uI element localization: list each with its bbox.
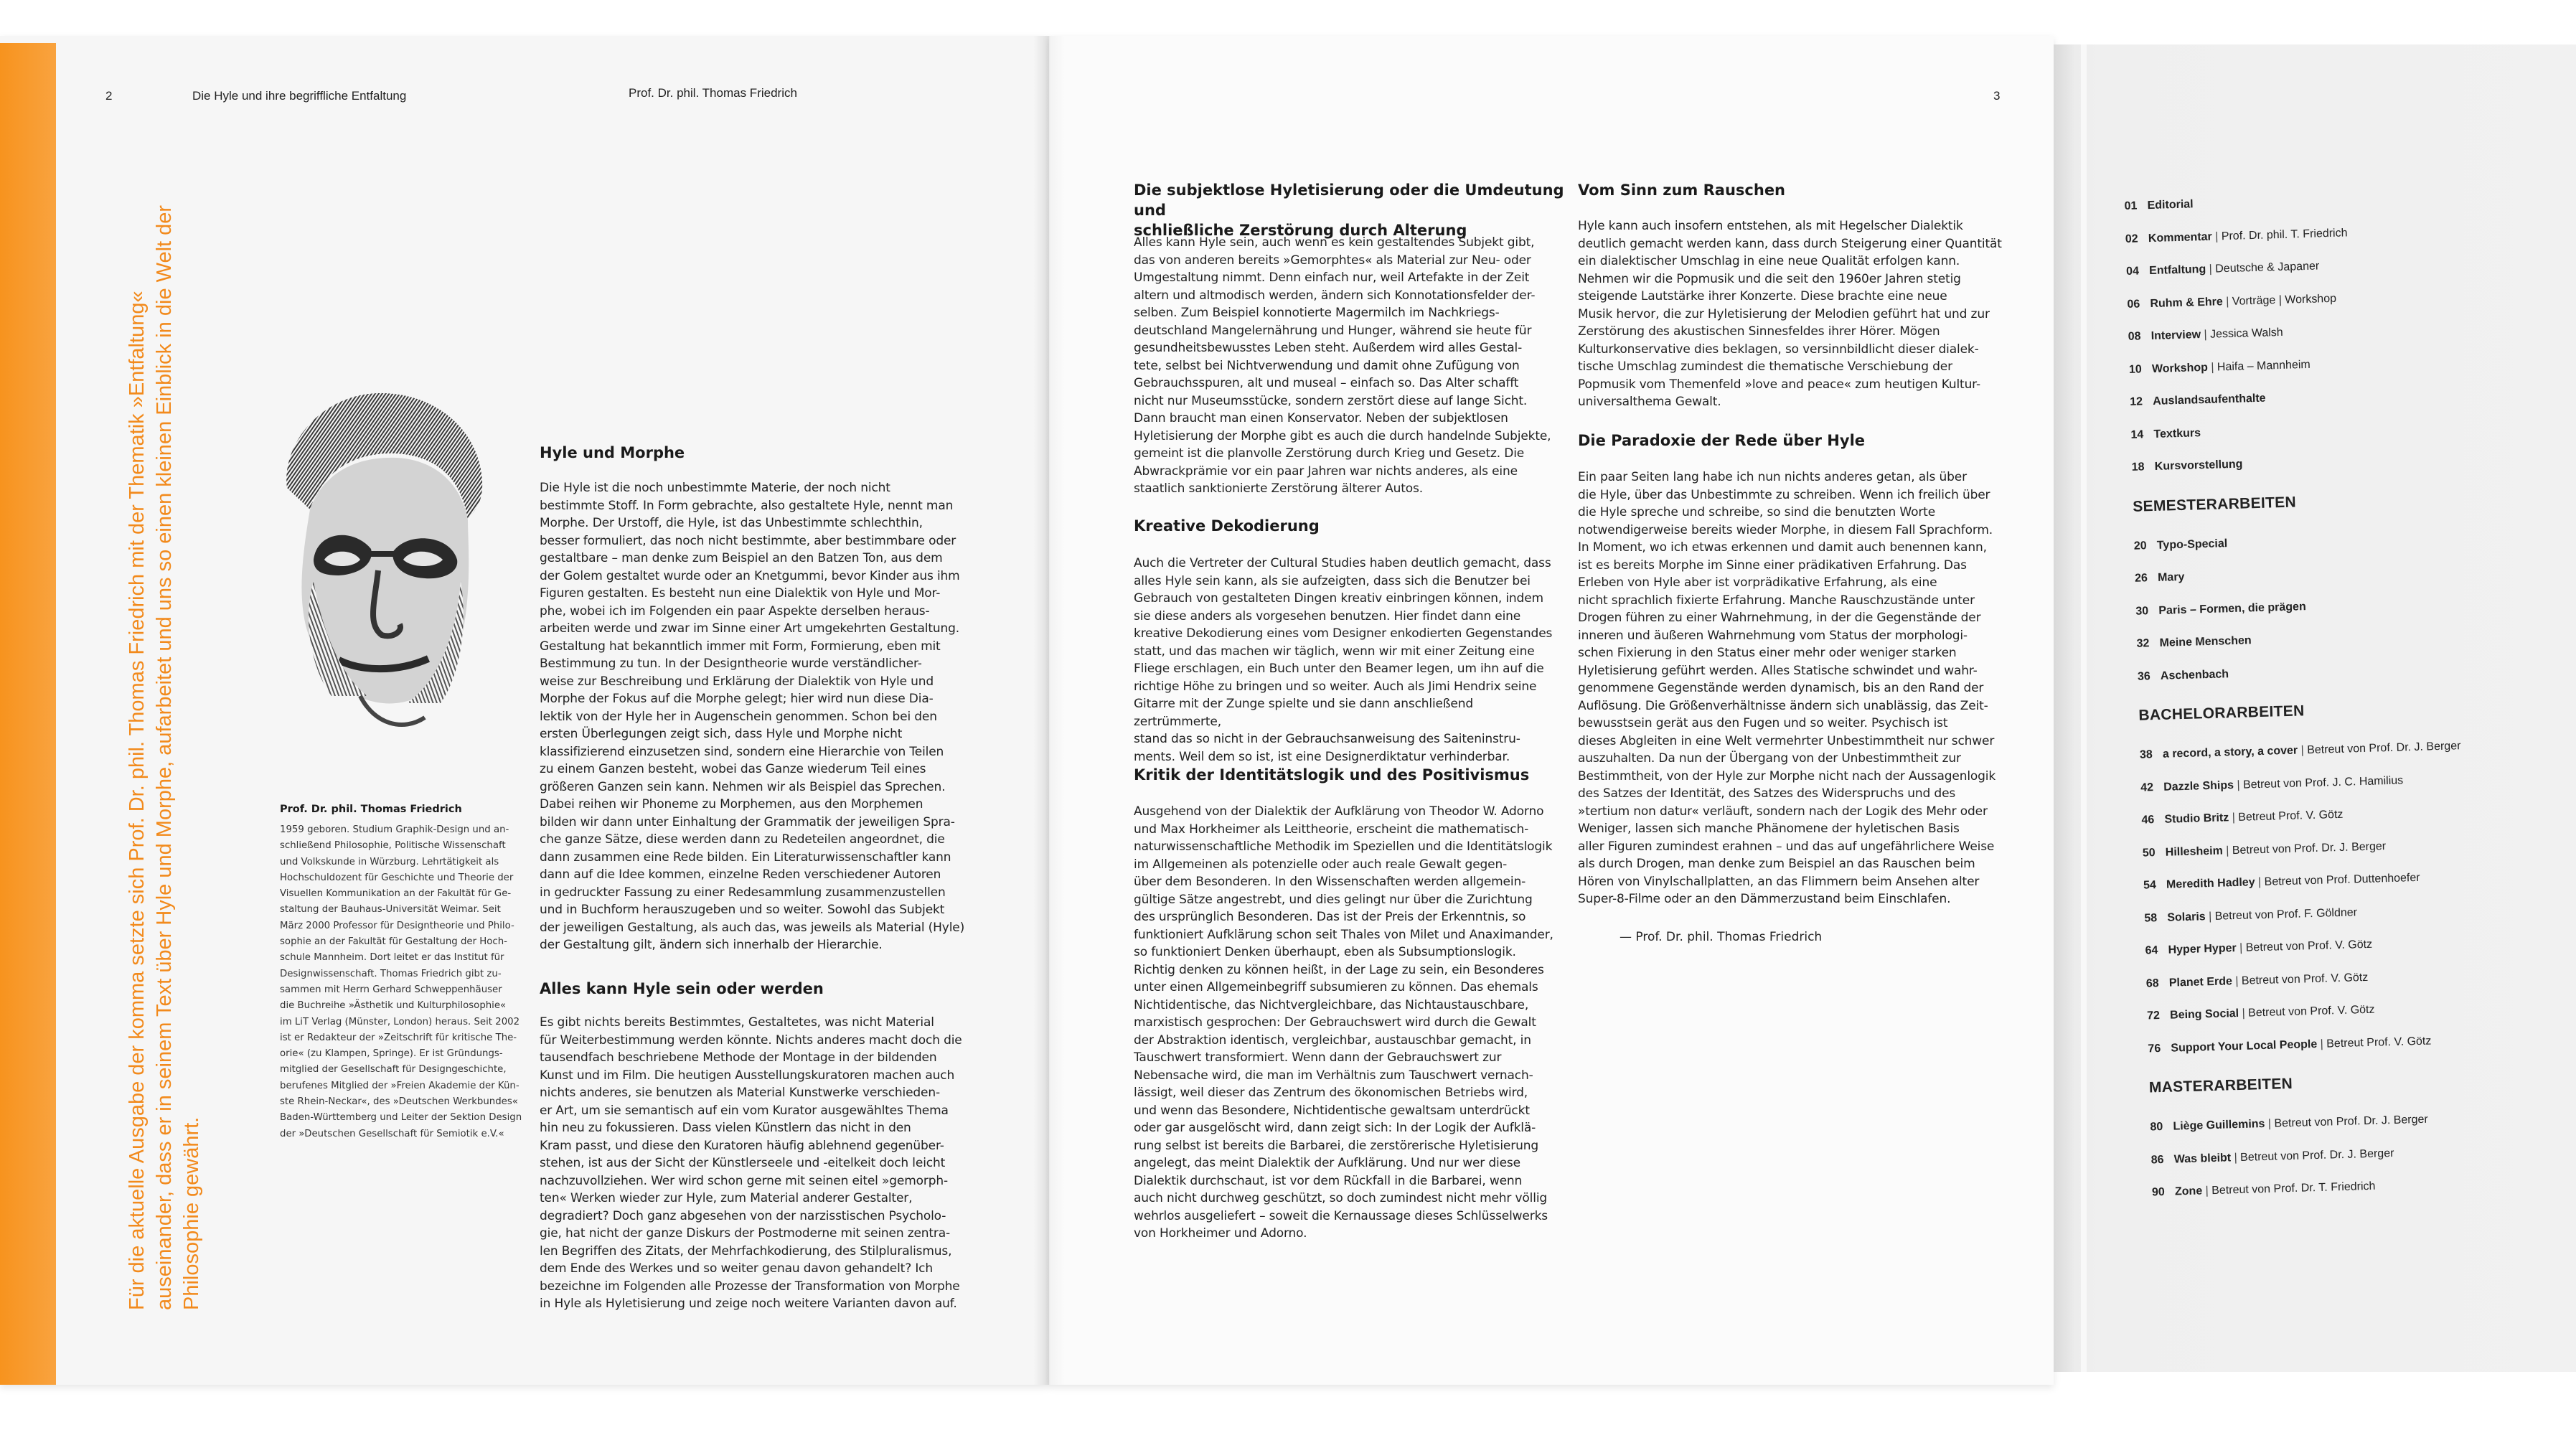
toc-entry-page-number: 72 — [2146, 1010, 2161, 1022]
toc-group-semester — [2133, 519, 2539, 693]
toc-entry-subtitle: Betreut Prof. V. Götz — [2326, 1035, 2432, 1050]
toc-entry-separator: | — [2238, 1007, 2249, 1020]
toc-entry-page-number: 02 — [2125, 232, 2138, 245]
toc-entry-title: Support Your Local People — [2171, 1038, 2318, 1055]
toc-section-master: MASTERARBEITEN — [2148, 1075, 2293, 1096]
toc-entry-title: Solaris — [2167, 910, 2206, 924]
section-heading-alles-hyle: Alles kann Hyle sein oder werden — [540, 980, 824, 997]
toc-entry-page-number: 36 — [2137, 669, 2150, 683]
toc-entry-page-number: 90 — [2151, 1185, 2166, 1199]
section-text-kreative: Auch die Vertreter der Cultural Studies haben deutlich gemacht, dass alles Hyle sein kann, als sie aufzeigten, dass sich die Benutzer bei Gebrauch von gestalteten Dingen kreativ einbringen können, indem sie diese anders als vorgesehen benutzen. Hier findet dann eine kreative Dekodierung eines vom Designer enkodierten Gegenstandes statt, und das machen wir täglich, wenn wir mit einer Zeitung eine Fliege erschlagen, ein Buch unter den Beamer legen, um ihn auf die richtige Höhe zu bringen und so weiter. Auch als Jimi Hendrix seine Gitarre mit der Zunge spielte und sie dann anschließend zertrümmerte, stand das so nicht in der Gebrauchsanweisung des Saiteninstru- ments. Weil dem so ist, ist eine Designerdiktatur verhinderbar. — [1134, 556, 1553, 764]
vertical-intro-text: Für die aktuelle Ausgabe der komma setzte sich Prof. Dr. phil. Thomas Friedrich mit der Thematik »Entfaltung« auseinander, dass er in seinem Text über Hyle und Morphe, aufarbeitet und uns so einen kleinen Einblick in die Welt der Philosophie gewährt. — [126, 204, 203, 1310]
toc-entry-page-number: 46 — [2141, 814, 2155, 827]
toc-entry-subtitle: Betreut von Prof. Dr. J. Berger — [2232, 839, 2387, 857]
toc-entry-title: Auslandsaufenthalte — [2153, 392, 2266, 408]
toc-entry-subtitle: Betreut von Prof. Dr. J. Berger — [2239, 1147, 2394, 1164]
toc-entry-page-number: 38 — [2139, 748, 2153, 761]
toc-entry-separator: | — [2297, 744, 2308, 757]
toc-entry-subtitle: Betreut von Prof. F. Göldner — [2214, 905, 2358, 923]
toc-entry-subtitle: Betreut von Prof. Duttenhoefer — [2264, 871, 2420, 888]
section-text-hyle-morphe: Die Hyle ist die noch unbestimmte Materie, der noch nicht bestimmte Stoff. In Form gebrachte, also gestaltete Hyle, nennt man Morphe. Der Urstoff, die Hyle, ist das Unbestimmte schlechthin, besser formuliert, das noch nicht bestimmte, aber bestimmbare oder gestaltbare – man denke zum Beispiel an den Batzen Ton, aus dem der Golem gestaltet wurde oder an Knetgummi, bevor Kinder aus ihm Figuren gestalten. Es besteht nun eine Dialektik von Hyle und Mor- phe, wobei ich im Folgenden ein paar Aspekte derselben heraus- arbeiten werde und zwar im Sinne einer Art umgekehrten Gestaltung. Gestaltung hat bekanntlich immer mit Form, Formierung, eben mit Bestimmung zu tun. In der Designtheorie wurde verständlicher- weise zur Beschreibung und Erklärung der Dialektik von Hyle und Morphe der Fokus auf die Morphe gelegt; hier wird nun diese Dia- lektik von der Hyle her in Augenschein genommen. Schon bei den ersten Überlegungen zeigt sich, dass Hyle und Morphe nicht klassifizierend einzusetzen sind, sondern eine Hierarchie von Teilen zu einem Ganzen besteht, wobei das Ganze wiederum Teil eines größeren Ganzen sein kann. Nehmen wir als Beispiel das Sprechen. Dabei reihen wir Phoneme zu Morphemen, aus den Morphemen bilden wir dann unter Einhaltung der Grammatik der jeweiligen Spra- che ganze Sätze, diese werden dann zu Redeteilen angeordnet, die dann zusammen eine Rede bilden. Ein Literaturwissenschaftler kann dann auf die Idee kommen, einzelne Reden verschiedener Autoren in gedruckter Fassung zu einer Redesammlung zusammenzustellen und in Buchform herauszugeben und so weiter. Sowohl das Subjekt der jeweiligen Gestaltung, als auch das, was jeweils als Material (Hyle) der Gestaltung gilt, ändern sich innerhalb der Hierarchie. — [540, 481, 965, 952]
toc-entry-separator: | — [2265, 1117, 2275, 1131]
toc-entry-separator: | — [2255, 875, 2265, 889]
running-author: Prof. Dr. phil. Thomas Friedrich — [629, 86, 797, 100]
toc-entry-page-number: 80 — [2150, 1120, 2163, 1134]
toc-entry-subtitle: Betreut von Prof. Dr. J. Berger — [2306, 740, 2461, 757]
toc-entry-page-number: 68 — [2145, 977, 2159, 990]
toc-entry-page-number: 42 — [2140, 781, 2154, 794]
toc-group-bachelor — [2139, 728, 2549, 1065]
toc-entry-subtitle: Betreut von Prof. Dr. J. Berger — [2274, 1113, 2428, 1130]
toc-entry-page-number: 06 — [2127, 297, 2140, 311]
toc-entry-page-number: 01 — [2124, 199, 2138, 212]
section-heading-kreative: Kreative Dekodierung — [1134, 517, 1320, 535]
toc-entry-title: Kursvorstellung — [2154, 458, 2243, 473]
toc-entry-page-number: 26 — [2134, 572, 2148, 585]
toc-entry-page-number: 08 — [2128, 330, 2141, 343]
toc-entry-page-number: 14 — [2130, 428, 2144, 441]
toc-entry-separator: | — [2222, 844, 2233, 857]
toc-entry-title: Kommentar — [2148, 230, 2212, 245]
toc-entry-page-number: 18 — [2131, 461, 2145, 474]
toc-entry-subtitle: Betreut Prof. V. Götz — [2238, 808, 2344, 824]
toc-entry-title: Textkurs — [2153, 426, 2201, 441]
toc-entry-subtitle: Haifa – Mannheim — [2217, 358, 2311, 373]
toc-entry-page-number: 64 — [2145, 944, 2158, 957]
toc-entry-separator: | — [2229, 811, 2239, 824]
caption-author-name: Prof. Dr. phil. Thomas Friedrich — [280, 804, 462, 815]
toc-group-main — [2124, 179, 2534, 484]
toc-entry-title: Hyper Hyper — [2168, 942, 2237, 956]
toc-entry-title: Interview — [2150, 329, 2201, 343]
toc-entry-page-number: 50 — [2142, 846, 2156, 860]
orange-edge-strip — [0, 43, 56, 1385]
page-number-left: 2 — [105, 89, 113, 103]
toc-entry-subtitle: Prof. Dr. phil. T. Friedrich — [2221, 226, 2348, 243]
toc-entry-separator: | — [2233, 778, 2244, 791]
toc-entry-title: Paris – Formen, die prägen — [2158, 600, 2306, 617]
section-text-sinn-rauschen: Hyle kann auch insofern entstehen, als mit Hegelscher Dialektik deutlich gemacht werden kann, dass durch Steigerung einer Quantität ein dialektischer Umschlag in eine neue Qualität erfolgen kann. Nehmen wir die Popmusik und die seit den 1960er Jahren stetig steigende Lautstärke ihrer Konzerte. Diese brachte eine neue Musik hervor, die zur Hyletisierung der Melodien geführt hat und zur Zerstörung des akustischen Sinnesfeldes ihrer Hörer. Mögen Kulturkonservative dies beklagen, so versinnbildlicht dieser dialek- tische Umschlag zumindest die thematische Verschiebung der Popmusik vom Themenfeld »love and peace« zum heutigen Kultur- universalthema Gewalt. — [1578, 219, 2002, 409]
toc-section-bachelor: BACHELORARBEITEN — [2138, 702, 2305, 724]
toc-entry-title: Meine Menschen — [2159, 634, 2252, 649]
toc-entry-separator: | — [2205, 263, 2216, 276]
section-heading-sinn-rauschen: Vom Sinn zum Rauschen — [1578, 182, 1786, 199]
toc-entry-separator: | — [2222, 295, 2233, 308]
toc-entry-title: Studio Britz — [2164, 811, 2229, 826]
toc-entry-separator: | — [2201, 1185, 2212, 1198]
toc-entry-title: Planet Erde — [2168, 974, 2233, 989]
toc-entry-subtitle: Vorträge | Workshop — [2232, 292, 2337, 308]
toc-entry-page-number: 30 — [2135, 604, 2149, 618]
toc-entry-title: Dazzle Ships — [2163, 778, 2234, 794]
toc-entry-page-number: 54 — [2143, 879, 2157, 892]
toc-entry-title: Mary — [2157, 570, 2185, 584]
toc-entry-page-number: 12 — [2130, 395, 2143, 408]
toc-entry-title: Meredith Hadley — [2166, 876, 2255, 891]
toc-entry-subtitle: Deutsche & Japaner — [2215, 260, 2320, 276]
toc-entry-title: Ruhm & Ehre — [2150, 295, 2223, 310]
toc-entry-subtitle: Betreut von Prof. Dr. T. Friedrich — [2211, 1180, 2376, 1198]
toc-entry-page-number: 10 — [2128, 362, 2143, 376]
toc-entry-page-number: 86 — [2150, 1153, 2164, 1166]
toc-entry-title: Typo-Special — [2156, 537, 2228, 552]
toc-entry-subtitle: Betreut von Prof. V. Götz — [2245, 938, 2373, 954]
flap-edge — [2081, 44, 2087, 1372]
toc-entry-separator: | — [2200, 328, 2211, 342]
toc-section-semester: SEMESTERARBEITEN — [2132, 493, 2297, 515]
section-text-subjektlose: Alles kann Hyle sein, auch wenn es kein gestaltendes Subjekt gibt, das von anderen bereits »Gemorphtes« als Material zur Neu- oder Umgestaltung nimmt. Denn einfach nur, weil Artefakte in der Zeit altern und altmodisch werden, ändern sich Konnotationsfelder der- selben. Zum Beispiel konnotierte Magermilch im Nachkriegs- deutschland Mangelernährung und Hunger, während sie heute für gesundheitsbewusstes Leben steht. Außerdem wird alles Gestal- tete, selbst bei Nichtverwendung und damit ohne Zufügung von Gebrauchsspuren, alt und museal – einfach so. Das Alter schafft nicht nur Museumsstücke, sondern zerstört diese auf lange Sicht. Dann braucht man einen Konservator. Neben der subjektlosen Hyletisierung der Morphe gibt es auch die durch handelnde Subjekte, gemeint ist die planvolle Zerstörung durch Krieg und Gesetz. Die Abwrackprämie vor ein paar Jahren war nichts anderes, als eine staatlich sanktionierte Zerstörung älterer Autos. — [1134, 235, 1551, 496]
page-number-right: 3 — [1993, 89, 2001, 103]
toc-entry-page-number: 20 — [2133, 539, 2147, 552]
toc-entry-title: Entfaltung — [2148, 263, 2206, 278]
toc-entry-separator: | — [2207, 360, 2218, 374]
toc-entry-title: Liège Guillemins — [2173, 1118, 2265, 1133]
section-heading-hyle-morphe: Hyle und Morphe — [540, 444, 685, 461]
toc-entry-subtitle: Betreut von Prof. J. C. Hamilius — [2242, 773, 2404, 791]
page-gutter — [1033, 36, 1065, 1385]
toc-entry-subtitle: Jessica Walsh — [2209, 326, 2283, 341]
section-heading-kritik: Kritik der Identitätslogik und des Positivismus — [1134, 766, 1530, 784]
toc-entry-separator: | — [2230, 1151, 2241, 1164]
toc-entry-page-number: 58 — [2144, 911, 2158, 925]
author-portrait — [253, 387, 489, 739]
section-heading-subjektlose: Die subjektlose Hyletisierung oder die Umdeutung und schließliche Zerstörung durch Alterung — [1134, 182, 1564, 239]
toc-entry-separator: | — [2211, 230, 2222, 243]
toc-entry-title: a record, a story, a cover — [2162, 744, 2298, 761]
toc-entry-title: Workshop — [2151, 361, 2209, 375]
toc-entry-subtitle: Betreut von Prof. V. Götz — [2241, 971, 2369, 987]
section-text-alles-hyle: Es gibt nichts bereits Bestimmtes, Gestaltetes, was nicht Material für Weiterbestimmung werden könnte. Nichts anderes macht doch die tausendfach beschriebene Methode der Montage in der bildenden Kunst und im Film. Die heutigen Ausstellungskuratoren machen auch nichts anderes, sie benutzen als Material Kunstwerke verschieden- er Art, um sie semantisch auf ein vom Kurator ausgewähltes Thema hin neu zu fokussieren. Dass vielen Künstlern das nicht in den Kram passt, und diese den Kuratoren häufig ablehnend gegenüber- stehen, ist aus der Sicht der Künstlerseele und -eitelkeit doch leicht nachzuvollziehen. Wer wird schon gerne mit seinen eitel »gemorph- ten« Werken wieder zur Hyle, zum Material anderer Gestalter, degradiert? Doch ganz abgesehen von der narzisstischen Psycholo- gie, hat nicht der ganze Diskurs der Postmoderne mit seinen zentra- len Begriffen des Zitats, der Mehrfachkodierung, des Stilpluralismus, dem Ende des Werkes und so weiter genau davon gehandelt? Ich bezeichne im Folgenden alle Prozesse der Transformation von Morphe in Hyle als Hyletisierung und zeige noch weitere Varianten davon auf. — [540, 1015, 962, 1311]
toc-entry-title: Zone — [2174, 1185, 2203, 1198]
author-signature: — Prof. Dr. phil. Thomas Friedrich — [1620, 930, 1823, 944]
toc-entry-separator: | — [2232, 974, 2242, 987]
section-heading-paradoxie: Die Paradoxie der Rede über Hyle — [1578, 432, 1866, 449]
table-of-contents — [2124, 179, 2554, 1209]
toc-entry-page-number: 32 — [2136, 637, 2150, 650]
toc-group-master — [2150, 1100, 2554, 1209]
toc-entry-title: Hillesheim — [2165, 844, 2224, 859]
toc-entry-page-number: 04 — [2125, 265, 2140, 278]
toc-entry-title: Aschenbach — [2160, 667, 2229, 682]
toc-entry-separator: | — [2316, 1038, 2327, 1050]
toc-entry-title: Editorial — [2147, 198, 2194, 212]
running-title: Die Hyle und ihre begriffliche Entfaltung — [192, 89, 407, 103]
section-text-paradoxie: Ein paar Seiten lang habe ich nun nichts anderes getan, als über die Hyle, über das Unbestimmte zu schreiben. Wenn ich freilich über die Hyle spreche und schreibe, so sind die benutzten Worte notwendigerweise bereits wieder Morphe, in diesem Fall Sprachform. In Moment, wo ich etwas erkennen und damit auch benennen kann, ist es bereits Morphe im Sinne einer prädikativen Erfahrung. Das Erleben von Hyle aber ist vorprädikative Erfahrung, als eine nicht sprachlich fixierte Erfahrung. Manche Rauschzustände unter Drogen führen zu einer Wahrnehmung, in der die Gegenstände der inneren und äußeren Wahrnehmung vom Status der morphologi- schen Fixierung in den Status einer mehr oder weniger starken Hyletisierung geführt werden. Alles Statische schwindet und wahr- genommene Gegenstände werden dynamisch, bis an den Rand der Auflösung. Die Größenverhältnisse ändern sich unablässig, das Zeit- bewusstsein gerät aus den Fugen und so weiter. Psychisch ist dieses Abgleiten in eine Welt vermehrter Unbestimmtheit nur schwer auszuhalten. Da nun der Übergang von der Unbestimmtheit zur Bestimmtheit, von der Hyle zur Morphe nicht nach der Aussagenlogik des Satzes der Identität, des Satzes des Widerspruchs und des »tertium non datur« verläuft, sondern nach der Logik des Mehr oder Weniger, lassen sich manche Phänomene der hyletischen Basis aller Figuren zumindest erahnen – und das auf ungefährlichere Weise als durch Drogen, man denke zum Beispiel an das Rauschen beim Hören von Vinylschallplatten, an das Flimmern beim Ansehen alter Super-8-Filme oder an den Dämmerzustand beim Einschlafen. — [1578, 470, 1996, 906]
toc-entry-separator: | — [2205, 910, 2215, 923]
toc-entry-subtitle: Betreut von Prof. V. Götz — [2247, 1003, 2375, 1020]
toc-entry-page-number: 76 — [2148, 1042, 2161, 1055]
toc-entry-separator: | — [2236, 941, 2246, 955]
toc-entry-title: Being Social — [2169, 1007, 2239, 1022]
caption-biography: 1959 geboren. Studium Graphik-Design und an- schließend Philosophie, Politische Wissenschaft und Volkskunde in Würzburg. Lehrtätigkeit als Hochschuldozent für Geschichte und Theorie der Visuellen Kommunikation an der Fakultät für Ge- staltung der Bauhaus-Universität Weimar. Seit März 2000 Professor für Designtheorie und Philo- sophie an der Fakultät für Gestaltung der Hoch- schule Mannheim. Dort leitet er das Institut für Designwissenschaft. Thomas Friedrich gibt zu- sammen mit Herrn Gerhard Schweppenhäuser die Buchreihe »Ästhetik und Kulturphilosophie« im LiT Verlag (Münster, London) heraus. Seit 2002 ist er Redakteur der »Zeitschrift für kritische The- orie« (zu Klampen, Springe). Er ist Gründungs- mitglied der Gesellschaft für Designgeschichte, berufenes Mitglied der »Freien Akademie der Kün- ste Rhein-Neckar«, des »Deutschen Werkbundes« Baden-Württemberg und Leiter der Sektion Design der »Deutschen Gesellschaft für Semiotik e.V.« — [280, 824, 522, 1139]
section-text-kritik: Ausgehend von der Dialektik der Aufklärung von Theodor W. Adorno und Max Horkheimer als Leittheorie, erscheint die mathematisch- naturwissenschaftliche Methodik im Speziellen und die Identitätslogik im Allgemeinen als potenzielle oder auch reale Gewalt gegen- über dem Besonderen. In den Wissenschaften werden allgemein- gültige Sätze angestrebt, und dies gelingt nur über die Zurichtung des ursprünglich Besonderen. Das ist der Preis der Erkenntnis, so funktioniert Aufklärung schon seit Thales von Milet und Anaximander, so funktioniert Denken überhaupt, eben als Subsumptionslogik. Richtig denken zu können heißt, in der Lage zu sein, ein Besonderes unter einen Allgemeinbegriff subsumieren zu können. Das ehemals Nichtidentische, das Nichtvergleichbare, das Nichtaustauschbare, marxistisch gesprochen: Der Gebrauchswert wird durch die Gewalt der Abstraktion identisch, vergleichbar, austauschbar gemacht, in Tauschwert transformiert. Wenn dann der Gebrauchswert zur Nebensache wird, die man im Verhältnis zum Tauschwert vernach- lässigt, weil dieser das Zentrum des ökonomischen Betriebs wird, und wenn das Besondere, Nichtidentische gewaltsam unterdrückt oder gar ausgelöscht wird, dann zeigt sich: In der Logik der Aufklä- rung selbst ist bereits die Barbarei, die zerstörerische Hyletisierung angelegt, das meint Dialektik der Aufklärung. Und nur wer diese Dialektik durchschaut, ist vor dem Rückfall in die Barbarei, wenn auch nicht durchweg geschützt, so doch zumindest nicht mehr völlig wehrlos ausgeliefert – soweit die Kernaussage dieses Schlüsselwerks von Horkheimer und Adorno. — [1134, 804, 1553, 1241]
toc-entry-title: Was bleibt — [2173, 1151, 2232, 1166]
